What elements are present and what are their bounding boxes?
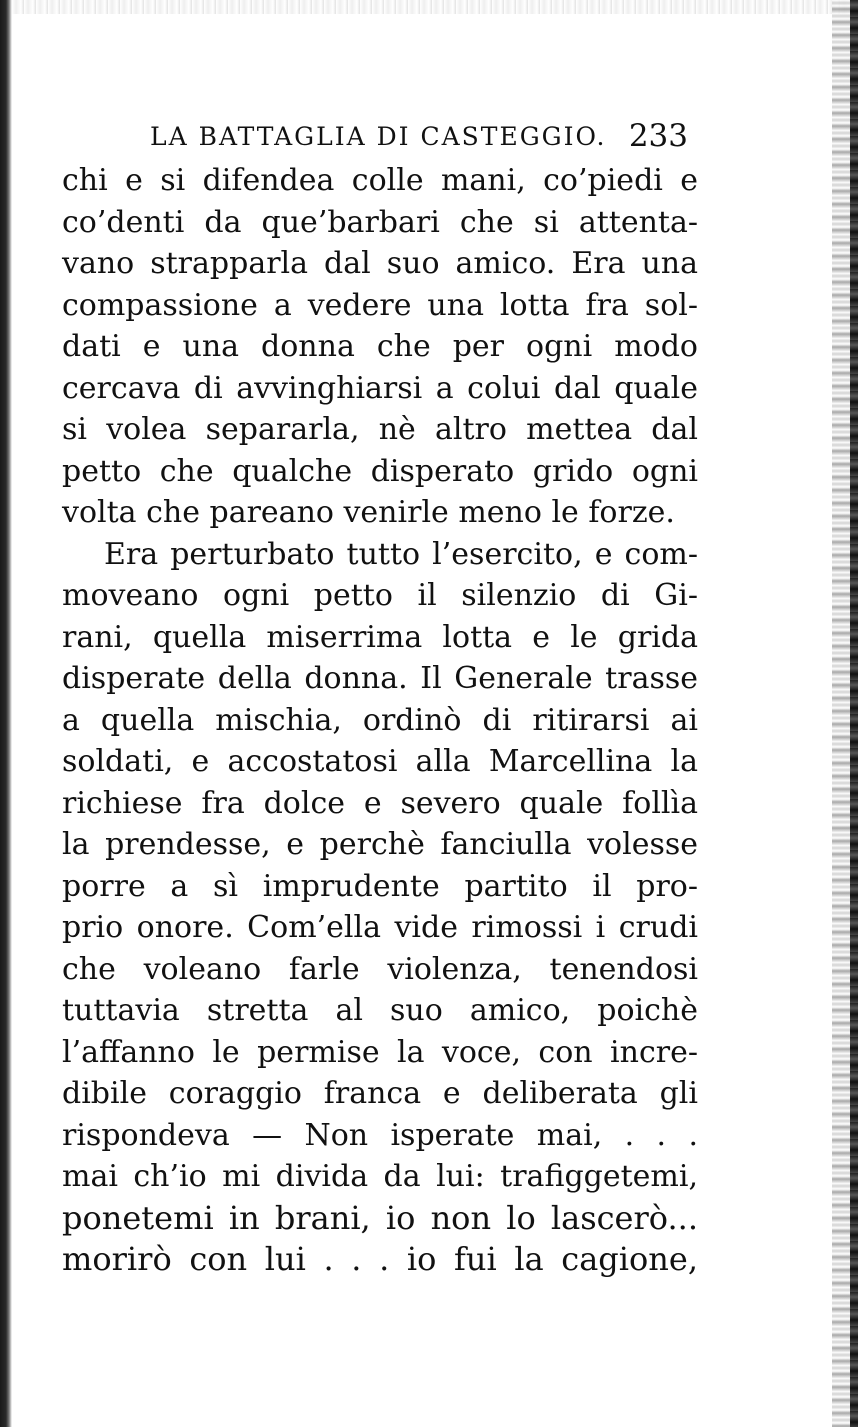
text-line: la prendesse, e perchè fanciulla volesse [62, 827, 698, 862]
text-line: che voleano farle violenza, tenendosi [62, 951, 698, 987]
text-line: compassione a vedere una lotta fra sol- [62, 287, 698, 323]
text-line: cercava di avvinghiarsi a colui dal quale [62, 370, 698, 406]
page-header [150, 118, 688, 158]
text-line: mai ch’io mi divida da lui: trafiggetemi, [62, 1159, 698, 1194]
text-line: ponetemi in brani, io non lo lascerò... [62, 1198, 698, 1237]
text-line: rani, quella miserrima lotta e le grida [62, 619, 698, 655]
text-line: a quella mischia, ordinò di ritirarsi ai [62, 702, 698, 738]
text-line: co’denti da que’barbari che si attenta- [62, 204, 698, 240]
text-line: chi e si difendea colle mani, co’piedi e [62, 163, 698, 198]
text-line: petto che qualche disperato grido ogni [62, 453, 698, 489]
text-line: prio onore. Com’ella vide rimossi i crudi [62, 910, 698, 945]
text-line: dati e una donna che per ogni modo [62, 329, 698, 364]
page-top-edge [0, 0, 858, 14]
page-right-binding [850, 0, 858, 1427]
page-number: 233 [628, 118, 688, 154]
text-line: tuttavia stretta al suo amico, poichè [62, 993, 698, 1028]
text-line: dibile coraggio franca e deliberata gli [62, 1076, 698, 1111]
text-line: Era perturbato tutto l’esercito, e com- [104, 536, 698, 572]
text-line: morirò con lui . . . io fui la cagione, [62, 1240, 698, 1278]
text-line: porre a sì imprudente partito il pro- [62, 868, 698, 904]
text-line: l’affanno le permise la voce, con incre- [62, 1034, 698, 1070]
text-line: si volea separarla, nè altro mettea dal [62, 412, 698, 447]
running-title: LA BATTAGLIA DI CASTEGGIO. [150, 122, 607, 151]
text-line: soldati, e accostatosi alla Marcellina la [62, 744, 698, 779]
text-line: moveano ogni petto il silenzio di Gi- [62, 578, 698, 613]
body-text [62, 160, 698, 1281]
text-line: richiese fra dolce e severo quale follìa [62, 785, 698, 821]
text-line: vano strapparla dal suo amico. Era una [62, 246, 698, 281]
text-line: rispondeva — Non isperate mai, . . . [62, 1117, 698, 1153]
page-left-edge [0, 0, 12, 1427]
text-line: volta che pareano venirle meno le forze. [62, 495, 675, 530]
text-line: disperate della donna. Il Generale trasse [62, 661, 698, 696]
